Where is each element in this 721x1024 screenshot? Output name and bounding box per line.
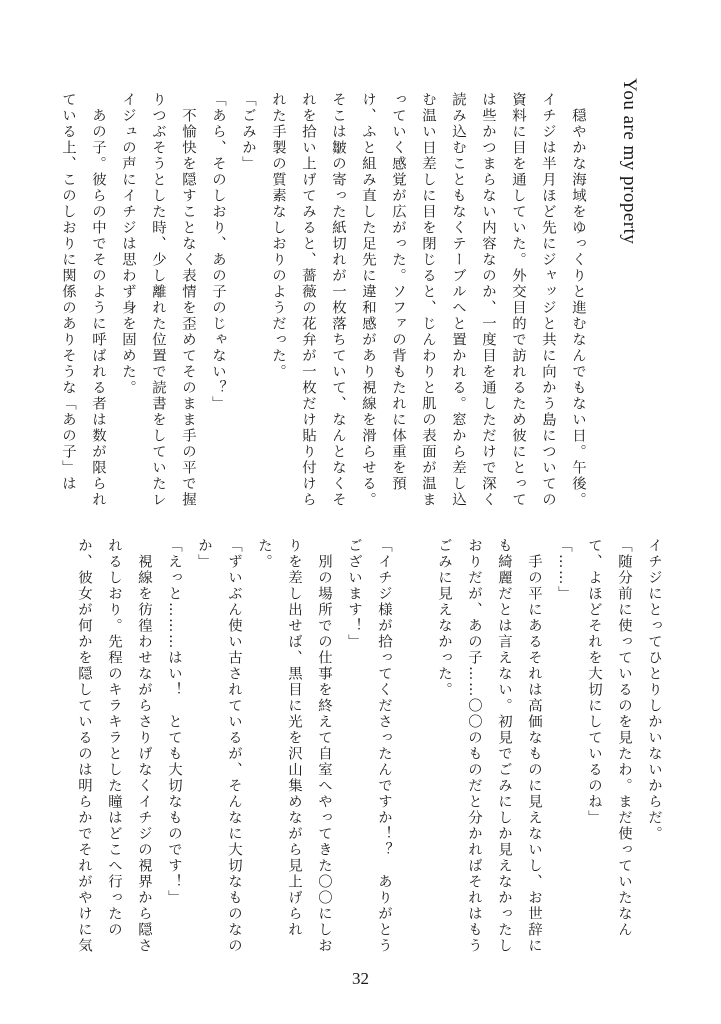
text-line: りを差し出せば、黒目に光を沢山集めながら見上げられ (286, 538, 302, 938)
text-line: れるしおり。先程のキラキラとした瞳はどこへ行ったの (106, 538, 122, 938)
text-line: 読み込むこともなくテーブルへと置かれる。窓から差し込 (450, 92, 466, 508)
text-line: 「……」 (556, 538, 572, 602)
text-line: た。 (256, 538, 272, 570)
lower-text-block (69, 538, 669, 954)
text-line (399, 538, 429, 948)
text-line: 手の平にあるそれは高価なものに見えないし、お世辞に (526, 538, 542, 954)
text-line: ごみに見えなかった。 (436, 538, 452, 698)
text-line: 「随分前に使っているのを見たわ。まだ使っていたなん (616, 538, 632, 938)
text-line: 「えっと………はい！ とても大切なものです！」 (166, 538, 182, 906)
text-line: おりだが、あの子……〇〇のものだと分かればそれはもう (466, 538, 482, 954)
text-line: イチジは半月ほど先にジャッジと共に向かう島についての (540, 92, 556, 508)
text-line: 別の場所での仕事を終えて自室へやってきた〇〇にしお (316, 538, 332, 954)
chapter-title: You are my property (619, 78, 640, 245)
text-line: か、彼女が何かを隠しているのは明らかでそれがやけに気 (76, 538, 92, 954)
text-line: れを拾い上げてみると、薔薇の花弁が一枚だけ貼り付けら (300, 92, 316, 508)
text-line: か」 (196, 538, 212, 570)
text-line: け、ふと組み直した足先に違和感があり視線を滑らせる。 (360, 92, 376, 508)
page-number: 32 (352, 969, 369, 988)
text-line: ございます！」 (346, 538, 362, 650)
text-line: は些かつまらない内容なのか、一度目を通しただけで深く (480, 92, 496, 508)
text-line: 穏やかな海域をゆっくりと進むなんでもない日。午後。 (570, 92, 586, 508)
text-line: 「ずいぶん使い古されているが、そんなに大切なものなの (226, 538, 242, 954)
text-line: 「あら、そのしおり、あの子のじゃない？」 (210, 92, 226, 412)
text-line: 資料に目を通していた。外交目的で訪れるため彼にとって (510, 92, 526, 508)
text-line: れた手製の質素なしおりのようだった。 (270, 92, 286, 380)
text-line: あの子。彼らの中でそのように呼ばれる者は数が限られ (90, 92, 106, 508)
text-line: も綺麗だとは言えない。初見でごみにしか見えなかったし (496, 538, 512, 954)
text-line: 「ごみか」 (240, 92, 256, 172)
upper-text-block (53, 92, 593, 508)
text-line: ている上、このしおりに関係のありそうな「あの子」は (60, 92, 76, 492)
text-line: っていく感覚が広がった。ソファの背もたれに体重を預 (390, 92, 406, 492)
text-line: 「イチジ様が拾ってくださったんですか！？ ありがとう (376, 538, 392, 954)
text-line: イジュの声にイチジは思わず身を固めた。 (120, 92, 136, 396)
text-line: そこは皺の寄った紙切れが一枚落ちていて、なんとなくそ (330, 92, 346, 508)
text-line: む温い日差しに目を閉じると、じんわりと肌の表面が温ま (420, 92, 436, 508)
text-line: 視線を彷徨わせながらさりげなくイチジの視界から隠さ (136, 538, 152, 954)
text-line: て、よほどそれを大切にしているのね」 (586, 538, 602, 826)
text-line: イチジにとってひとりしかいないからだ。 (646, 538, 662, 842)
text-line: りつぶそうとした時、少し離れた位置で読書をしていたレ (150, 92, 166, 508)
text-line: 不愉快を隠すことなく表情を歪めてそのまま手の平で握 (180, 92, 196, 508)
